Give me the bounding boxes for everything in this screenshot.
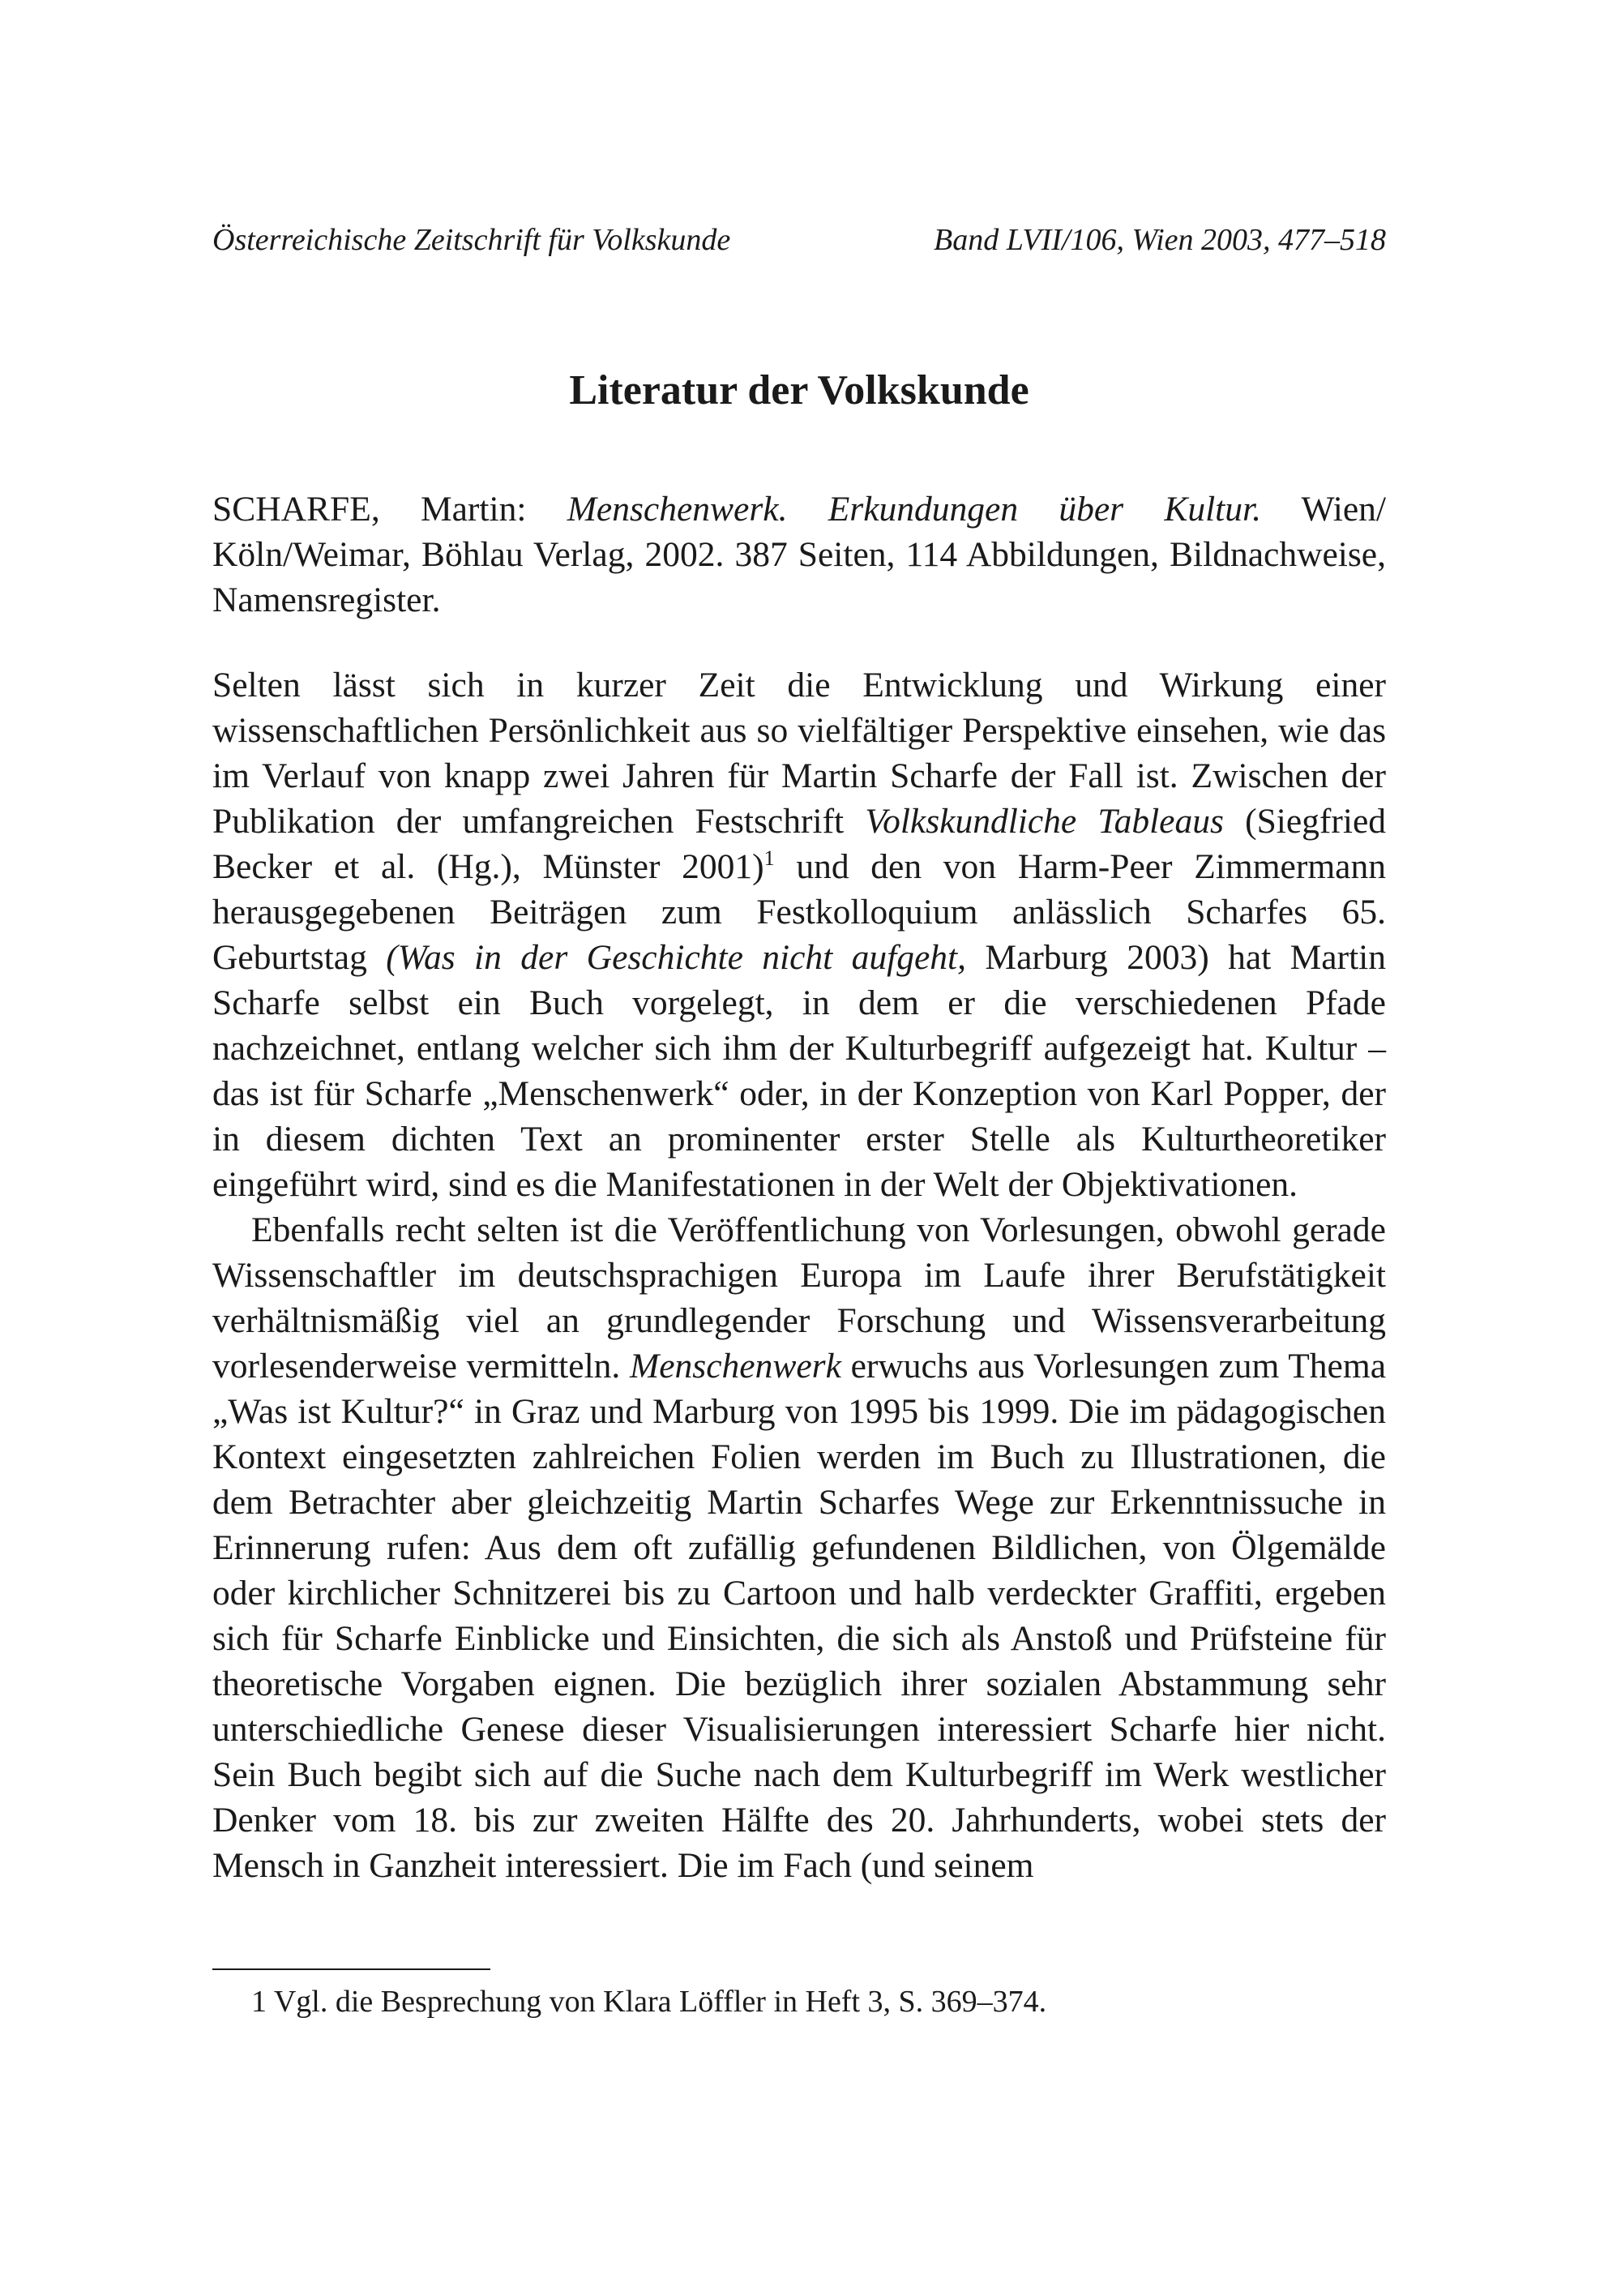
journal-name: Österreichische Zeitschrift für Volkskunde <box>212 223 731 257</box>
book-title-inline: Menschenwerk <box>629 1347 841 1386</box>
citation-publication: Wien/ Köln/Weimar, Böhlau Verlag, 2002. 387 Seiten, 114 Abbildungen, Bildnachweise, Namensregister. <box>212 490 1386 619</box>
section-title: Literatur der Volkskunde <box>569 367 1029 413</box>
paragraph-2-part-1: Ebenfalls recht selten ist die Veröffentlichung von Vorlesungen, obwohl gerade Wissenschaftler im deutschsprachigen Europa im Laufe ihrer Berufstätigkeit verhältnismäßig viel an grundlegender Forschung und Wissensverarbeitung vorlesenderweise vermitteln. <box>212 1210 1386 1386</box>
paragraph-1-part-3: und den von Harm-Peer Zimmermann herausgegebenen Beiträgen zum Festkolloquium anlässlich Scharfes 65. Geburtstag <box>212 847 1386 977</box>
festkolloquium-title: (Was in der Geschichte nicht aufgeht, <box>386 938 966 977</box>
page <box>212 0 1386 2296</box>
review-body <box>212 662 1386 1888</box>
paragraph-1-part-1: Selten lässt sich in kurzer Zeit die Entwicklung und Wirkung einer wissenschaftlichen Persönlichkeit aus so vielfältiger Perspektive einsehen, wie das im Verlauf von knapp zwei Jahren für Martin Scharfe der Fall ist. Zwischen der Publikation der umfangreichen Festschrift <box>212 666 1386 841</box>
footnote-number: 1 <box>251 1985 267 2019</box>
footnote-divider <box>212 1968 490 1970</box>
paragraph-1-part-4: Marburg 2003) hat Martin Scharfe selbst ein Buch vorgelegt, in dem er die verschiedenen Pfade nachzeichnet, entlang welcher sich ihm der Kulturbegriff aufgezeigt hat. Kultur – das ist für Scharfe „Menschenwerk“ oder, in der Konzeption von Karl Popper, der in diesem dichten Text an prominenter erster Stelle als Kulturtheoretiker eingeführt wird, sind es die Manifestationen in der Welt der Objektivationen. <box>212 938 1386 1204</box>
festschrift-title: Volkskundliche Tableaus <box>865 802 1224 841</box>
footnote-text: Vgl. die Besprechung von Klara Löffler in Heft 3, S. 369–374. <box>273 1985 1047 2019</box>
citation-author: SCHARFE, Martin: <box>212 490 527 529</box>
review-citation <box>212 486 1386 623</box>
footnote <box>251 1981 1386 2022</box>
paragraph-1-part-2: (Siegfried Becker et al. (Hg.), Münster 2001) <box>212 802 1387 886</box>
paragraph-1 <box>212 662 1386 1207</box>
paragraph-2 <box>212 1207 1386 1888</box>
citation-book-title: Menschenwerk. Erkundungen über Kultur. <box>567 490 1261 529</box>
paragraph-2-part-2: erwuchs aus Vorlesungen zum Thema „Was ist Kultur?“ in Graz und Marburg von 1995 bis 1999. Die im pädagogischen Kontext eingesetzten zahlreichen Folien werden im Buch zu Illustrationen, die dem Betrachter aber gleichzeitig Martin Scharfes Wege zur Erkenntnissuche in Erinnerung rufen: Aus dem oft zufällig gefundenen Bildlichen, von Ölgemälde oder kirchlicher Schnitzerei bis zu Cartoon und halb verdeckter Graffiti, ergeben sich für Scharfe Einblicke und Einsichten, die sich als Anstoß und Prüfsteine für theoretische Vorgaben eignen. Die bezüglich ihrer sozialen Abstammung sehr unterschiedliche Genese dieser Visualisierungen interessiert Scharfe hier nicht. Sein Buch begibt sich auf die Suche nach dem Kulturbegriff im Werk westlicher Denker vom 18. bis zur zweiten Hälfte des 20. Jahrhunderts, wobei stets der Mensch in Ganzheit interessiert. Die im Fach (und seinem <box>212 1347 1387 1885</box>
volume-info: Band LVII/106, Wien 2003, 477–518 <box>934 223 1386 257</box>
footnote-reference[interactable]: 1 <box>763 846 775 870</box>
